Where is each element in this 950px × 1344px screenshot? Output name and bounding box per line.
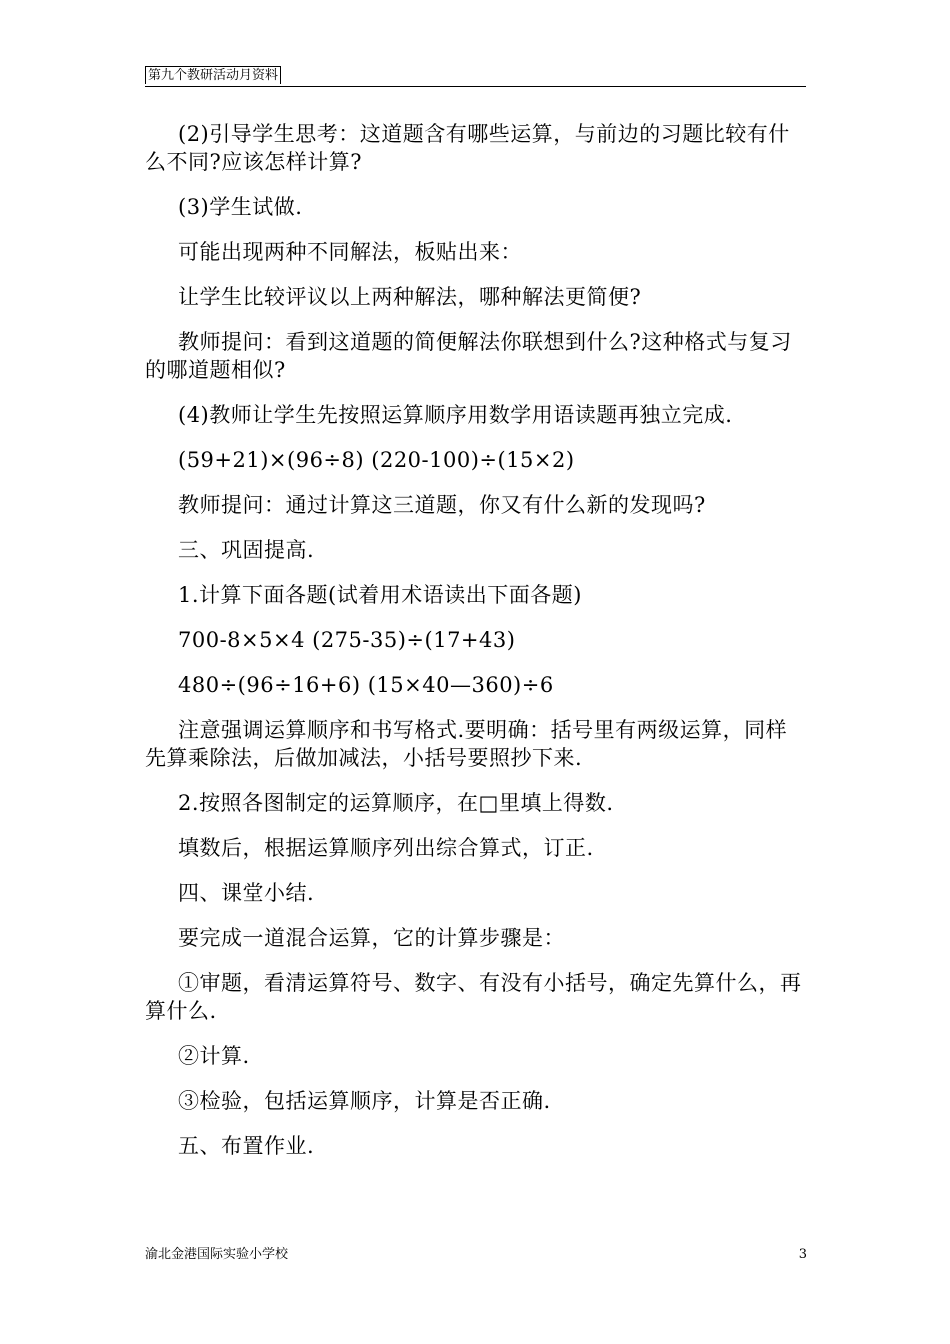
paragraph-step-1: ①审题，看清运算符号、数字、有没有小括号，确定先算什么，再算什么. xyxy=(145,971,802,1023)
document-body xyxy=(145,120,807,1160)
paragraph-teacher-question-2: 教师提问：通过计算这三道题，你又有什么新的发现吗? xyxy=(178,493,706,517)
section-heading-consolidate: 三、巩固提高. xyxy=(178,538,315,562)
paragraph-step-2: ②计算. xyxy=(178,1044,250,1068)
paragraph-compare-solutions: 让学生比较评议以上两种解法，哪种解法更简便? xyxy=(178,285,642,309)
section-heading-homework: 五、布置作业. xyxy=(178,1134,315,1158)
paragraph-steps-intro: 要完成一道混合运算，它的计算步骤是： xyxy=(178,926,565,950)
page-header xyxy=(145,66,806,87)
page-footer xyxy=(145,1245,807,1265)
paragraph-fill-numbers: 填数后，根据运算顺序列出综合算式，订正. xyxy=(178,836,594,860)
footer-school-name: 渝北金港国际实验小学校 xyxy=(145,1247,289,1262)
page-number: 3 xyxy=(798,1247,807,1262)
paragraph-exercise-1: 1.计算下面各题(试着用术语读出下面各题) xyxy=(178,583,582,607)
paragraph-guide-thinking: (2)引导学生思考：这道题含有哪些运算，与前边的习题比较有什么不同?应该怎样计算? xyxy=(145,122,790,174)
paragraph-exercise-2: 2.按照各图制定的运算顺序，在□里填上得数. xyxy=(178,791,614,815)
paragraph-emphasis-order: 注意强调运算顺序和书写格式.要明确：括号里有两级运算，同样先算乘除法，后做加减法，小括号要照抄下来. xyxy=(145,718,788,770)
paragraph-step-3: ③检验，包括运算顺序，计算是否正确. xyxy=(178,1089,551,1113)
paragraph-student-try: (3)学生试做. xyxy=(178,195,303,219)
section-heading-summary: 四、课堂小结. xyxy=(178,881,315,905)
paragraph-teacher-question-1: 教师提问：看到这道题的简便解法你联想到什么?这种格式与复习的哪道题相似? xyxy=(145,330,792,382)
paragraph-two-solutions: 可能出现两种不同解法，板贴出来： xyxy=(178,240,522,264)
header-title: 第九个教研活动月资料 xyxy=(145,66,281,84)
paragraph-read-problem: (4)教师让学生先按照运算顺序用数学用语读题再独立完成. xyxy=(178,403,733,427)
paragraph-expressions-2: 700-8×5×4 (275-35)÷(17+43) xyxy=(178,628,516,652)
paragraph-expressions-1: (59+21)×(96÷8) (220-100)÷(15×2) xyxy=(178,448,575,472)
paragraph-expressions-3: 480÷(96÷16+6) (15×40—360)÷6 xyxy=(178,673,554,697)
